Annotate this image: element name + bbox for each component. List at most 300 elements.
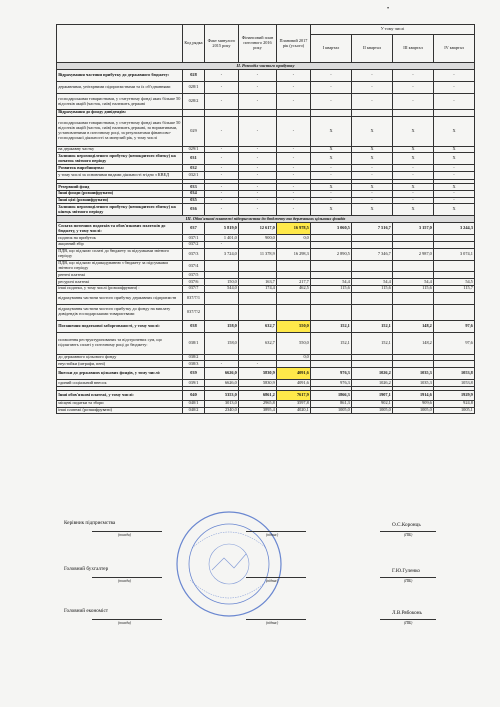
row-code [183,110,205,117]
cell-value [239,354,277,361]
signature-role: Головний бухгалтер [64,566,109,572]
cell-value: - [239,153,277,165]
cell-value: 909,6 [393,401,434,408]
cell-value: - [434,197,475,204]
row-name: інші платежі (розшифрувати) [57,407,183,414]
row-name: єдиний соціальний внесок [57,380,183,387]
cell-value: 1005,1 [434,407,475,414]
cell-value: 12 617,0 [239,223,277,235]
cell-value: - [277,184,311,191]
row-code: 037/3 [183,248,205,260]
cell-value: X [352,153,393,165]
table-row [57,172,475,180]
section-row [57,216,475,223]
row-code: 037/6 [183,279,205,286]
cell-value: 152,1 [311,332,352,354]
cell-value: - [352,165,393,172]
cell-value: - [352,197,393,204]
name-line [380,531,436,532]
signature-role: Керівник підприємства [64,520,116,526]
cell-value: 163,7 [239,279,277,286]
row-name: відрахування частини чистого прибутку державних підприємств [57,292,183,304]
cell-value [277,361,311,368]
role-line [92,531,162,532]
cell-value: 54,4 [311,279,352,286]
cell-value [239,260,277,272]
cell-value: - [239,361,277,368]
cell-value: 3 060,5 [311,223,352,235]
cell-value: 976,3 [311,368,352,380]
cell-value [434,304,475,320]
table-row [57,272,475,279]
cell-value [239,272,277,279]
cell-value: 7 346,7 [352,248,393,260]
cell-value [434,272,475,279]
cell-value: - [352,190,393,197]
cell-value: 4091,6 [277,380,311,387]
cell-value: 1005,0 [393,407,434,414]
row-code: 037/2 [183,242,205,249]
cell-value: 6626,0 [205,368,239,380]
name-caption: (ПІБ) [404,533,413,537]
cell-value: X [393,204,434,216]
cell-value: - [352,94,393,110]
role-caption: (посада) [118,579,131,583]
header-fact: Факт минулого 2015 року [205,25,239,63]
cell-value: - [277,116,311,146]
row-code: 029/1 [183,146,205,153]
cell-value: - [239,70,277,82]
cell-value: X [311,146,352,153]
row-name: державними, унітарними підприємствами та їх об'єднаннями [57,82,183,94]
cell-value: 16 298,3 [277,248,311,260]
row-name: Погашення податкової заборгованості, у тому числі: [57,320,183,332]
cell-value: X [311,153,352,165]
table-row [57,82,475,94]
cell-value [239,110,277,117]
cell-value [311,292,352,304]
row-name: Сплата поточних податків та обов'язкових платежів до бюджету, у тому числі: [57,223,183,235]
cell-value [205,292,239,304]
row-code: 032/1 [183,172,205,180]
cell-value: 2 987,0 [393,248,434,260]
sign-caption: (підпис) [266,579,279,583]
cell-value [393,361,434,368]
sign-caption: (підпис) [266,621,279,625]
row-name: податок на прибуток [57,235,183,242]
header-code: Код рядка [183,25,205,63]
cell-value: X [434,116,475,146]
cell-value: - [393,190,434,197]
cell-value: 16 978,5 [277,223,311,235]
header-quarters-title: У тому числі [311,25,475,35]
row-name: господарськими товариствами, у статутному фонді яких більше 50 відсотків акцій (часток, паїв) належить державі [57,94,183,110]
cell-value [352,292,393,304]
cell-value: X [393,146,434,153]
header-q2: II квартал [352,35,393,63]
cell-value: 1929,9 [434,391,475,401]
cell-value: - [311,190,352,197]
cell-value: 462,5 [277,285,311,292]
cell-value: 2965,8 [239,401,277,408]
cell-value: 5830,9 [239,368,277,380]
row-code: 038/3 [183,361,205,368]
cell-value: - [277,70,311,82]
row-code: 033 [183,184,205,191]
cell-value: - [277,153,311,165]
row-name: Розвиток виробництва: [57,165,183,172]
cell-value: - [352,172,393,180]
signature-role: Головний економіст [64,608,109,614]
cell-value [239,292,277,304]
row-name: інші податки, у тому числі (розшифрувати) : [57,285,183,292]
row-name: Відрахування частини прибутку до державного бюджету: [57,70,183,82]
sign-line [246,577,306,578]
cell-value: - [205,165,239,172]
cell-value: 11 378,9 [239,248,277,260]
row-name: Інші цілі (розшифрувати) [57,197,183,204]
cell-value: - [277,204,311,216]
row-name: Залишок нерозподіленого прибутку (непокритого збитку) на кінець звітного періоду [57,204,183,216]
cell-value: 3 724,0 [205,248,239,260]
cell-value: - [239,146,277,153]
cell-value: X [311,184,352,191]
cell-value [393,260,434,272]
cell-value: - [352,82,393,94]
cell-value [311,260,352,272]
cell-value: 1026,2 [352,368,393,380]
header-q1: I квартал [311,35,352,63]
row-code: 038/1 [183,332,205,354]
cell-value [393,110,434,117]
cell-value: 1053,8 [434,380,475,387]
row-code: 028 [183,70,205,82]
cell-value: - [205,361,239,368]
table-row [57,285,475,292]
row-code: 028/2 [183,94,205,110]
cell-value [352,304,393,320]
cell-value: - [205,70,239,82]
cell-value: 158,0 [205,320,239,332]
official-stamp [172,508,286,620]
cell-value [205,354,239,361]
cell-value: X [393,116,434,146]
row-code: 032 [183,165,205,172]
cell-value [239,242,277,249]
cell-value: 148,2 [393,320,434,332]
cell-value [205,260,239,272]
name-caption: (ПІБ) [404,579,413,583]
cell-value: 1914,6 [393,391,434,401]
row-name: ПДВ, що підлягає сплаті до бюджету за підсумками звітного періоду [57,248,183,260]
cell-value: 7 516,7 [352,223,393,235]
cell-value [352,242,393,249]
table-row [57,380,475,387]
header-q4: IV квартал [434,35,475,63]
cell-value: - [311,82,352,94]
cell-value [277,272,311,279]
cell-value: - [239,94,277,110]
cell-value [277,110,311,117]
cell-value [434,292,475,304]
row-code: 036 [183,204,205,216]
name-line [380,619,436,620]
table-row [57,368,475,380]
row-name: акцизний збір [57,242,183,249]
cell-value: - [434,94,475,110]
table-row [57,116,475,146]
role-caption: (посада) [118,621,131,625]
row-code: 040 [183,391,205,401]
section-row [57,63,475,70]
cell-value: - [393,94,434,110]
cell-value: 54,5 [434,279,475,286]
cell-value: - [205,242,239,249]
row-name: до державного цільового фонду [57,354,183,361]
table-row [57,248,475,260]
cell-value: 217,7 [277,279,311,286]
row-name: господарськими товариствами, у статутному фонді яких більше 50 відсотків акцій (часток, паїв) належить державі, за нормативами, установленими в поточному році, за результатами фінансово-господарської діяльності за минулий рік, у тому числі [57,116,183,146]
cell-value: 6861,2 [239,391,277,401]
cell-value [311,242,352,249]
cell-value: X [434,204,475,216]
cell-value: 550,0 [277,332,311,354]
cell-value [277,260,311,272]
page-mark: • [387,6,390,12]
cell-value: - [434,82,475,94]
section-title: III. Обов'язкові платежі підприємства до бюджету та державних цільових фондів [57,216,475,223]
cell-value: - [239,197,277,204]
cell-value: X [352,116,393,146]
cell-value: - [277,82,311,94]
cell-value: 115,7 [434,285,475,292]
cell-value: 3895,4 [239,407,277,414]
cell-value: 1866,3 [311,391,352,401]
cell-value: - [277,146,311,153]
cell-value: X [393,184,434,191]
cell-value: - [205,172,239,180]
sign-line [246,531,306,532]
name-line [380,577,436,578]
cell-value: - [434,190,475,197]
row-name: ПДВ, що підлягає відшкодуванню з бюджету за підсумками звітного періоду [57,260,183,272]
cell-value: - [239,190,277,197]
cell-value: - [239,116,277,146]
row-code: 029 [183,116,205,146]
cell-value: 1053,8 [434,368,475,380]
cell-value [393,304,434,320]
cell-value [311,272,352,279]
row-code: 039/1 [183,380,205,387]
header-q3: III квартал [393,35,434,63]
cell-value: - [205,190,239,197]
cell-value: - [393,70,434,82]
cell-value: 632,7 [239,320,277,332]
cell-value: 7617,9 [277,391,311,401]
row-name: Залишок нерозподіленого прибутку (непокритого збитку) на початок звітного періоду [57,153,183,165]
cell-value: 6626,0 [205,380,239,387]
row-name: ресурсні платежі [57,279,183,286]
cell-value: - [434,70,475,82]
cell-value: - [311,165,352,172]
cell-value [277,242,311,249]
cell-value: - [205,153,239,165]
cell-value: - [277,165,311,172]
cell-value: - [205,146,239,153]
table-row [57,223,475,235]
cell-value [393,242,434,249]
cell-value: - [311,172,352,180]
cell-value: 1907,1 [352,391,393,401]
cell-value [311,354,352,361]
cell-value: 544,0 [205,285,239,292]
cell-value [311,304,352,320]
cell-value [311,110,352,117]
header-plan-year: Плановий 2017 рік (усього) [277,25,311,63]
cell-value [393,354,434,361]
cell-value: - [393,172,434,180]
cell-value: - [277,94,311,110]
row-name: погашення реструктуризованих та відстрочених сум, що підлягають сплаті у поточному році до бюджету: [57,332,183,354]
row-name: у тому числі за основними видами діяльності згідно з КВЕД [57,172,183,180]
row-name: рентні платежі [57,272,183,279]
cell-value: - [352,70,393,82]
section-title: II. Розподіл чистого прибутку [57,63,475,70]
cell-value: - [393,82,434,94]
table-row [57,279,475,286]
row-code: 037/4 [183,260,205,272]
cell-value: - [205,116,239,146]
cell-value: 1005,0 [311,407,352,414]
cell-value: - [205,197,239,204]
cell-value: 632,7 [239,332,277,354]
cell-value: - [434,172,475,180]
row-code: 038 [183,320,205,332]
row-name: Відрахування до фонду дивідендів: [57,110,183,117]
cell-value: 174,4 [239,285,277,292]
cell-value: 4091,6 [277,368,311,380]
cell-value: 115,6 [393,285,434,292]
role-line [92,577,162,578]
cell-value: 150,0 [205,279,239,286]
row-code: 037/7/1 [183,292,205,304]
table-row [57,94,475,110]
cell-value: - [434,165,475,172]
cell-value: 3013,0 [205,401,239,408]
cell-value: - [277,197,311,204]
cell-value: - [205,184,239,191]
table-row [57,70,475,82]
cell-value [434,235,475,242]
cell-value [277,304,311,320]
cell-value: X [352,204,393,216]
table-row [57,204,475,216]
table-row [57,332,475,354]
row-code: 039 [183,368,205,380]
cell-value: 158,0 [205,332,239,354]
row-code: 040/2 [183,407,205,414]
cell-value [393,272,434,279]
cell-value: 5 819,0 [205,223,239,235]
cell-value: X [434,184,475,191]
row-code: 037/7/2 [183,304,205,320]
cell-value: 861,3 [311,401,352,408]
cell-value [434,242,475,249]
cell-value: - [205,94,239,110]
cell-value: 976,3 [311,380,352,387]
table-row [57,361,475,368]
row-code: 037/7 [183,285,205,292]
row-name: місцеві податки та збори [57,401,183,408]
cell-value [311,235,352,242]
table-row [57,197,475,204]
cell-value: 152,1 [352,320,393,332]
header-plan-prev: Фінансовий план поточного 2016 року [239,25,277,63]
table-row [57,146,475,153]
cell-value [352,110,393,117]
table-row [57,354,475,361]
table-row [57,165,475,172]
row-code: 031 [183,153,205,165]
cell-value [434,260,475,272]
table-row [57,110,475,117]
header-name [57,25,183,63]
row-code: 040/1 [183,401,205,408]
row-name: на державну частку [57,146,183,153]
cell-value: - [239,82,277,94]
cell-value: 1035,3 [393,368,434,380]
cell-value: 1005,0 [352,407,393,414]
cell-value: - [393,165,434,172]
cell-value: 3 157,0 [393,223,434,235]
cell-value [393,235,434,242]
cell-value [393,292,434,304]
cell-value: 97,6 [434,320,475,332]
cell-value: 97,6 [434,332,475,354]
cell-value [352,272,393,279]
row-name: Резервний фонд [57,184,183,191]
table-row [57,401,475,408]
row-name: Інші обов'язкові платежі, у тому числі: [57,391,183,401]
cell-value [205,272,239,279]
cell-value: - [311,94,352,110]
signatory-name: О.С.Коронць [392,522,421,528]
table-row [57,304,475,320]
cell-value: - [239,172,277,180]
cell-value: 54,4 [393,279,434,286]
signatory-name: Л.В.Рябоконь [392,610,422,616]
cell-value: 5353,0 [205,391,239,401]
table-row [57,292,475,304]
cell-value [239,304,277,320]
cell-value: 54,4 [352,279,393,286]
cell-value [311,361,352,368]
row-code: 035 [183,197,205,204]
cell-value: 5830,9 [239,380,277,387]
table-row [57,153,475,165]
cell-value: 3597,8 [277,401,311,408]
table-row [57,242,475,249]
table-row [57,260,475,272]
financial-plan-table [56,24,475,414]
cell-value: 0,0 [277,354,311,361]
row-name: відрахування частини чистого прибутку до фонду на виплату дивідендів господарськими товариствами [57,304,183,320]
cell-value: 1026,2 [352,380,393,387]
cell-value: 148,2 [393,332,434,354]
cell-value: 0,0 [277,235,311,242]
cell-value [434,354,475,361]
cell-value: - [311,70,352,82]
